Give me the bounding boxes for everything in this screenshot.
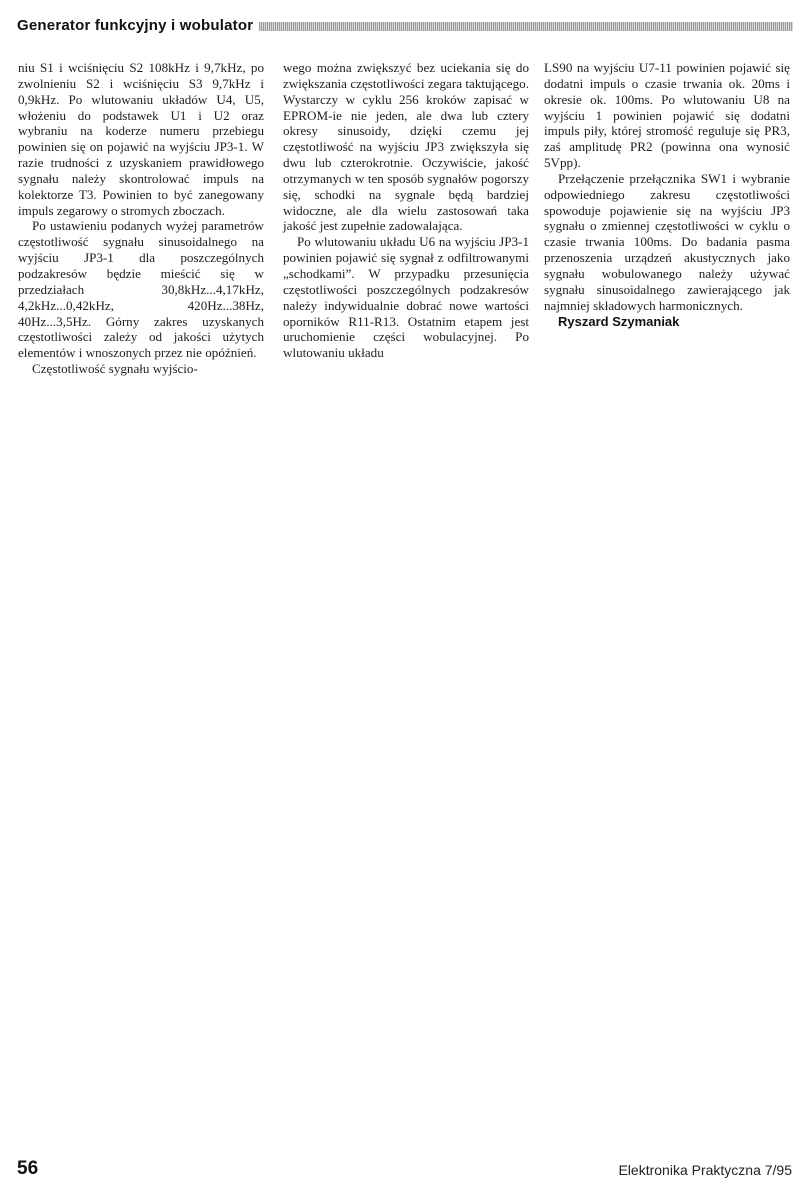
- paragraph: Przełączenie przełącznika SW1 i wybranie odpowiedniego zakresu częstotliwości spowoduje pojawienie się na wyjściu JP3 sygnału o zmiennej częstotliwości w cyklu o czasie trwania 100ms. Do badania pasma przenoszenia urządzeń akustycznych jako sygnału wobulowanego należy używać sygnału sinusoidalnego zawierającego jak najmniej składowych harmonicznych.: [544, 170, 790, 313]
- paragraph: Po wlutowaniu układu U6 na wyjściu JP3-1 powinien pojawić się sygnał z odfiltrowanymi „schodkami”. W przypadku przesunięcia częstotliwości poszczególnych podzakresów należy indywidualnie dobrać nowe wartości oporników R11-R13. Ostatnim etapem jest uruchomienie części wobulacyjnej. Po wlutowaniu układu: [283, 234, 529, 361]
- page-number: 56: [17, 1158, 39, 1179]
- header-title: Generator funkcyjny i wobulator: [17, 16, 254, 34]
- paragraph: LS90 na wyjściu U7-11 powinien pojawić się dodatni impuls o czasie trwania ok. 20ms i okresie ok. 100ms. Po wlutowaniu U8 na wyjściu 1 powinien pojawić się dodatni impuls piły, której stromość reguluje się PR3, zaś amplitudę PR2 (powinna ona wynosić 5Vpp).: [544, 60, 790, 171]
- header-rule: [259, 22, 793, 31]
- author-byline: Ryszard Szymaniak: [558, 313, 680, 329]
- text-column-2: [283, 60, 529, 361]
- text-column-1: [18, 60, 264, 377]
- text-column-3: [544, 60, 790, 330]
- paragraph: niu S1 i wciśnięciu S2 108kHz i 9,7kHz, po zwolnieniu S2 i wciśnięciu S3 9,7kHz i 0,9kHz. Po wlutowaniu układów U4, U5, włożeniu do podstawek U1 i U2 oraz wybraniu na koderze numeru przebiegu powinien się on pojawić na wyjściu JP3-1. W razie trudności z uzyskaniem prawidłowego sygnału należy skontrolować impuls na kolektorze T3. Powinien to być zanegowany impuls zegarowy o stromych zboczach.: [18, 60, 264, 218]
- paragraph: wego można zwiększyć bez uciekania się do zwiększania częstotliwości zegara taktującego. Wystarczy w cyklu 256 kroków zapisać w EPROM-ie nie jeden, ale dwa lub cztery okresy sinusoidy, dzięki czemu jej częstotliwość na wyjściu JP3 zwiększyła się dwu lub czterokrotnie. Oczywiście, jakość otrzymanych w ten sposób sygnałów pogorszy się, schodki na sygnale będą bardziej widoczne, ale dla wielu zastosowań taka jakość jest zupełnie zadowalająca.: [283, 60, 529, 234]
- paragraph: Częstotliwość sygnału wyjścio-: [32, 361, 198, 377]
- paragraph: Po ustawieniu podanych wyżej parametrów częstotliwość sygnału sinusoidalnego na wyjściu JP3-1 dla poszczególnych podzakresów będzie mieścić się w przedziałach 30,8kHz...4,17kHz, 4,2kHz...0,42kHz, 420Hz...38Hz, 40Hz...3,5Hz. Górny zakres uzyskanych częstotliwości zależy od jakości użytych elementów i wnoszonych przez nie opóźnień.: [18, 218, 264, 361]
- running-header: [17, 14, 793, 36]
- magazine-issue: Elektronika Praktyczna 7/95: [618, 1162, 792, 1178]
